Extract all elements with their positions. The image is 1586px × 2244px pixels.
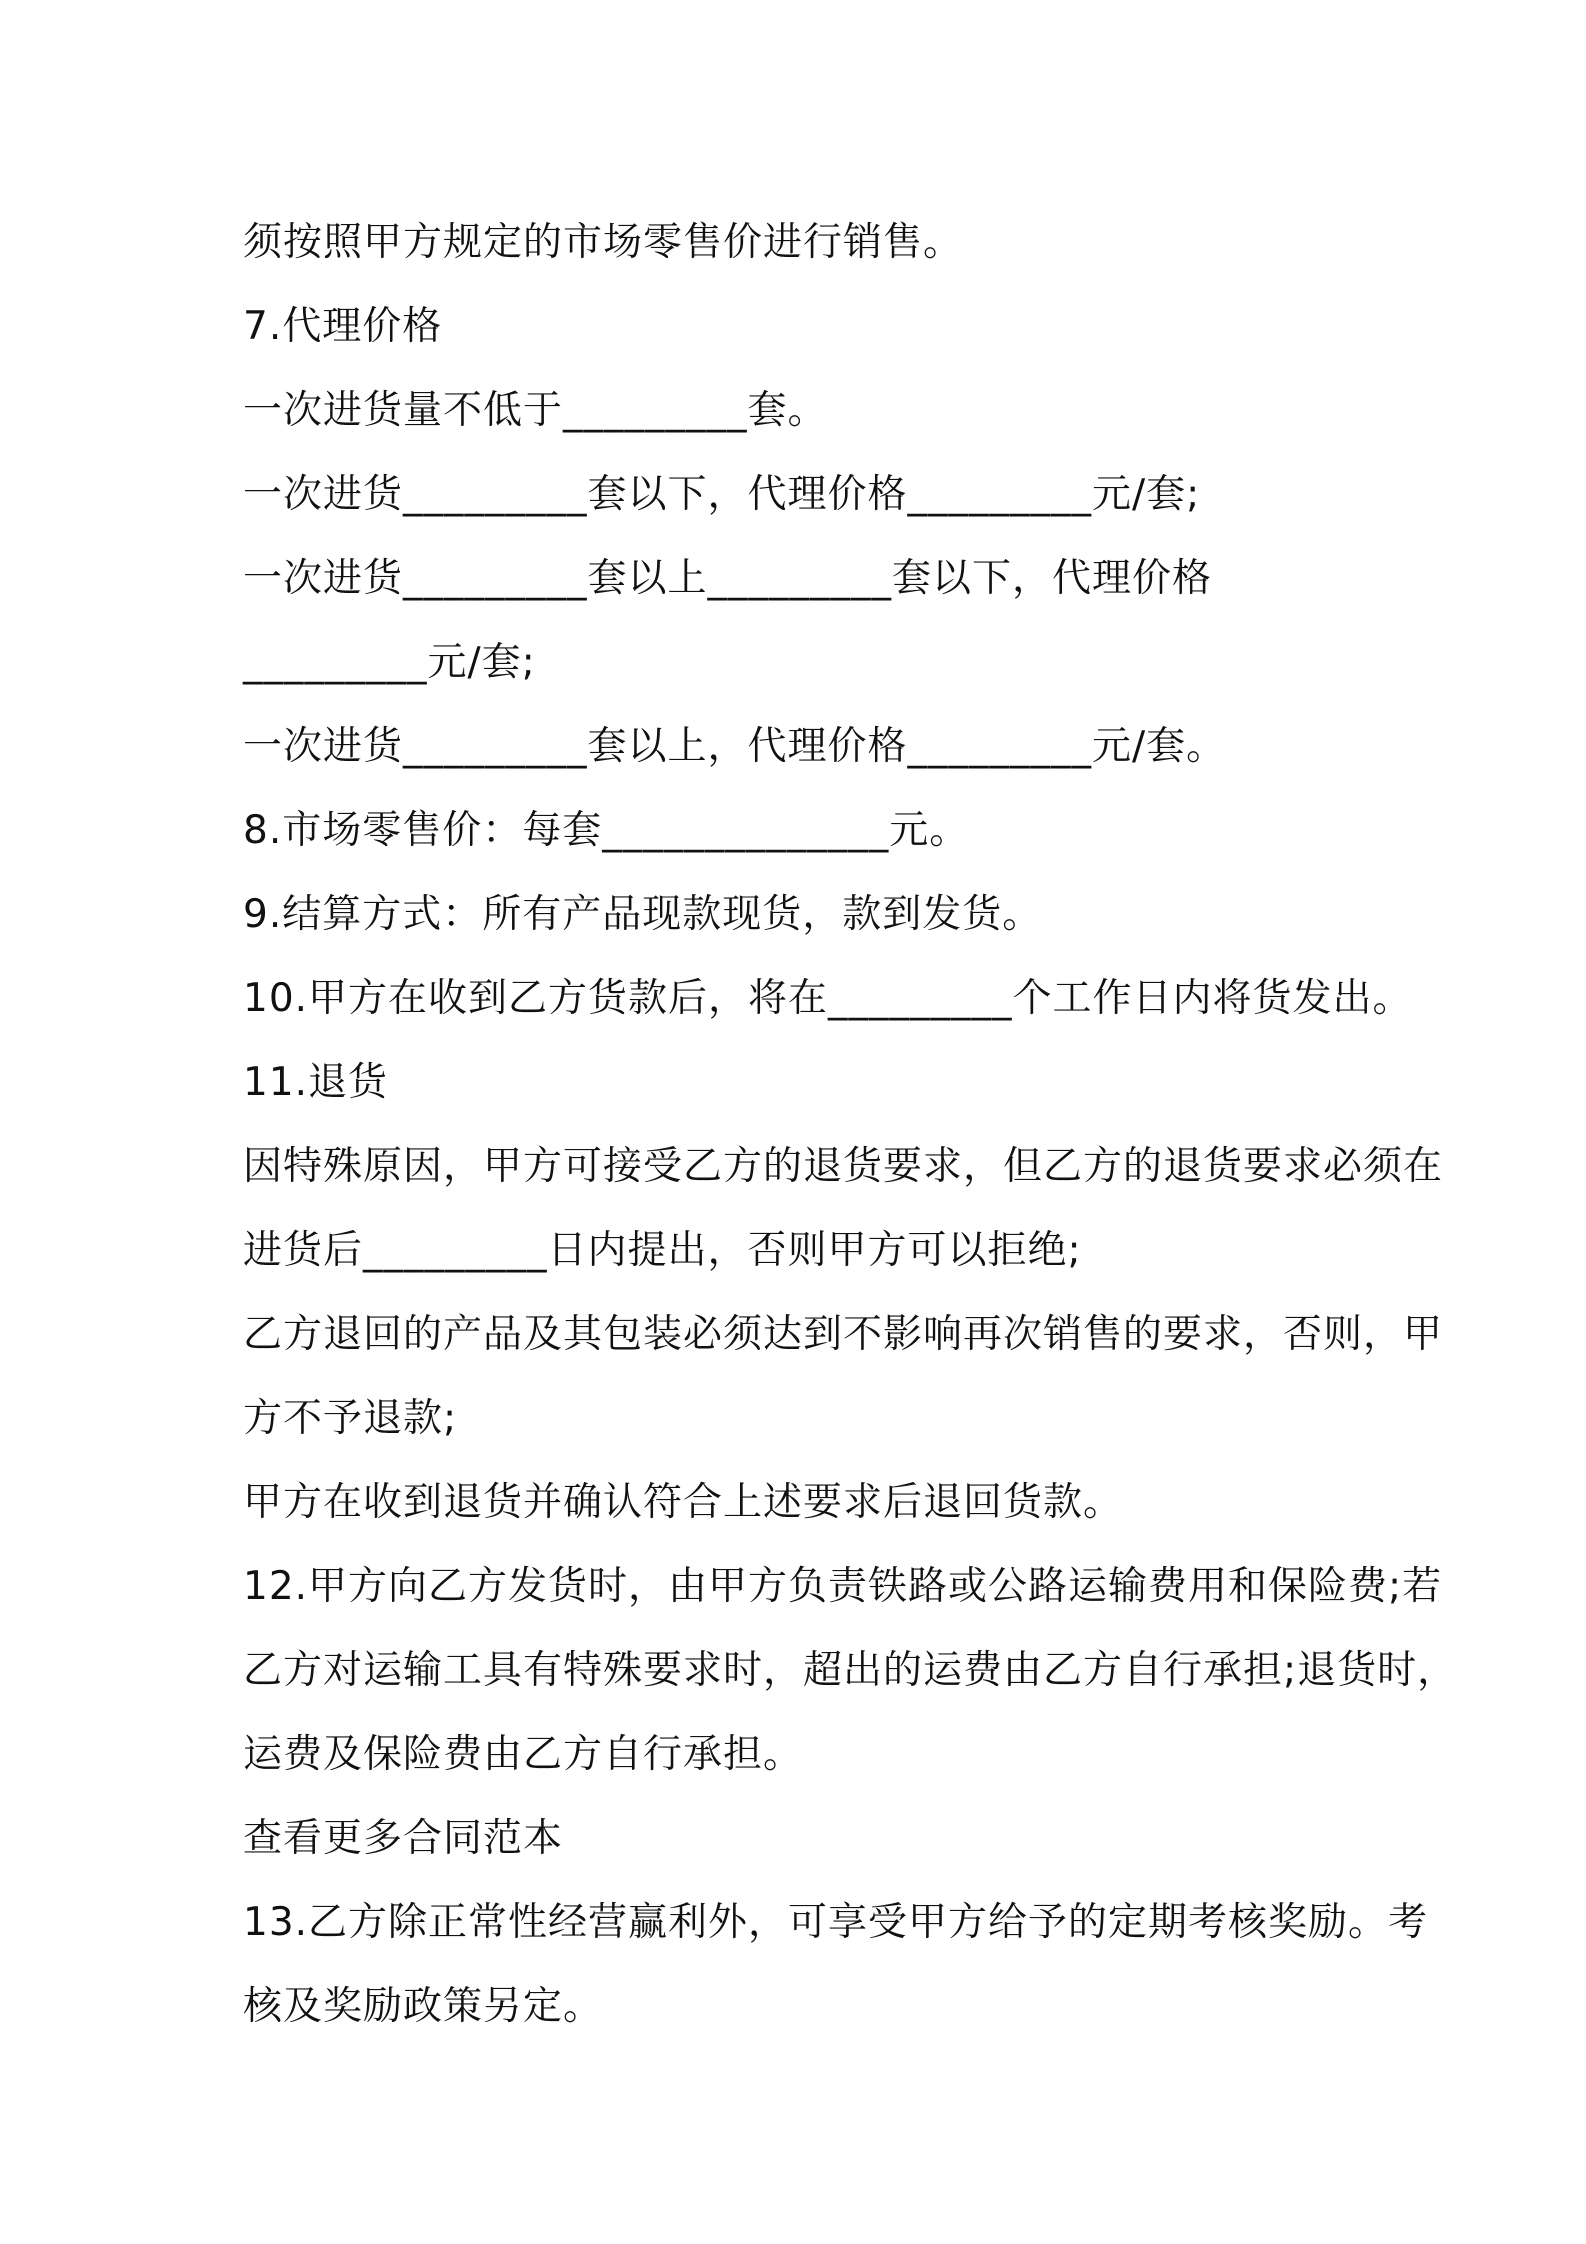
section-transport-costs: 12.甲方向乙方发货时，由甲方负责铁路或公路运输费用和保险费;若 xyxy=(243,1564,1443,1609)
section-heading-returns: 11.退货 xyxy=(243,1060,389,1105)
text-line-returns-3: 乙方退回的产品及其包装必须达到不影响再次销售的要求，否则，甲 xyxy=(243,1312,1444,1357)
text-line-price-tier-1: 一次进货_________套以下，代理价格_________元/套; xyxy=(243,472,1201,517)
section-settlement: 9.结算方式：所有产品现款现货，款到发货。 xyxy=(243,892,1043,937)
text-line-transport-2: 乙方对运输工具有特殊要求时，超出的运费由乙方自行承担;退货时， xyxy=(243,1648,1458,1693)
text-line-minimum-order: 一次进货量不低于_________套。 xyxy=(243,388,828,433)
text-line-transport-3: 运费及保险费由乙方自行承担。 xyxy=(243,1732,804,1777)
section-shipping-days: 10.甲方在收到乙方货款后，将在_________个工作日内将货发出。 xyxy=(243,976,1413,1021)
more-templates-text: 查看更多合同范本 xyxy=(243,1816,564,1861)
text-line-returns-2: 进货后_________日内提出，否则甲方可以拒绝; xyxy=(243,1228,1082,1273)
text-line-sales-price-rule: 须按照甲方规定的市场零售价进行销售。 xyxy=(243,220,964,265)
section-retail-price: 8.市场零售价：每套______________元。 xyxy=(243,808,970,853)
text-line-returns-1: 因特殊原因，甲方可接受乙方的退货要求，但乙方的退货要求必须在 xyxy=(243,1144,1444,1189)
section-rewards: 13.乙方除正常性经营赢利外，可享受甲方给予的定期考核奖励。考 xyxy=(243,1900,1429,1945)
text-line-rewards-2: 核及奖励政策另定。 xyxy=(243,1984,604,2029)
text-line-price-tier-2-cont: _________元/套; xyxy=(243,640,536,685)
section-heading-agency-price: 7.代理价格 xyxy=(243,304,443,349)
text-line-returns-4: 方不予退款; xyxy=(243,1396,458,1441)
text-line-price-tier-3: 一次进货_________套以上，代理价格_________元/套。 xyxy=(243,724,1227,769)
text-line-returns-5: 甲方在收到退货并确认符合上述要求后退回货款。 xyxy=(243,1480,1124,1525)
document-body xyxy=(243,201,1458,2049)
text-line-price-tier-2: 一次进货_________套以上_________套以下，代理价格 xyxy=(243,556,1213,601)
